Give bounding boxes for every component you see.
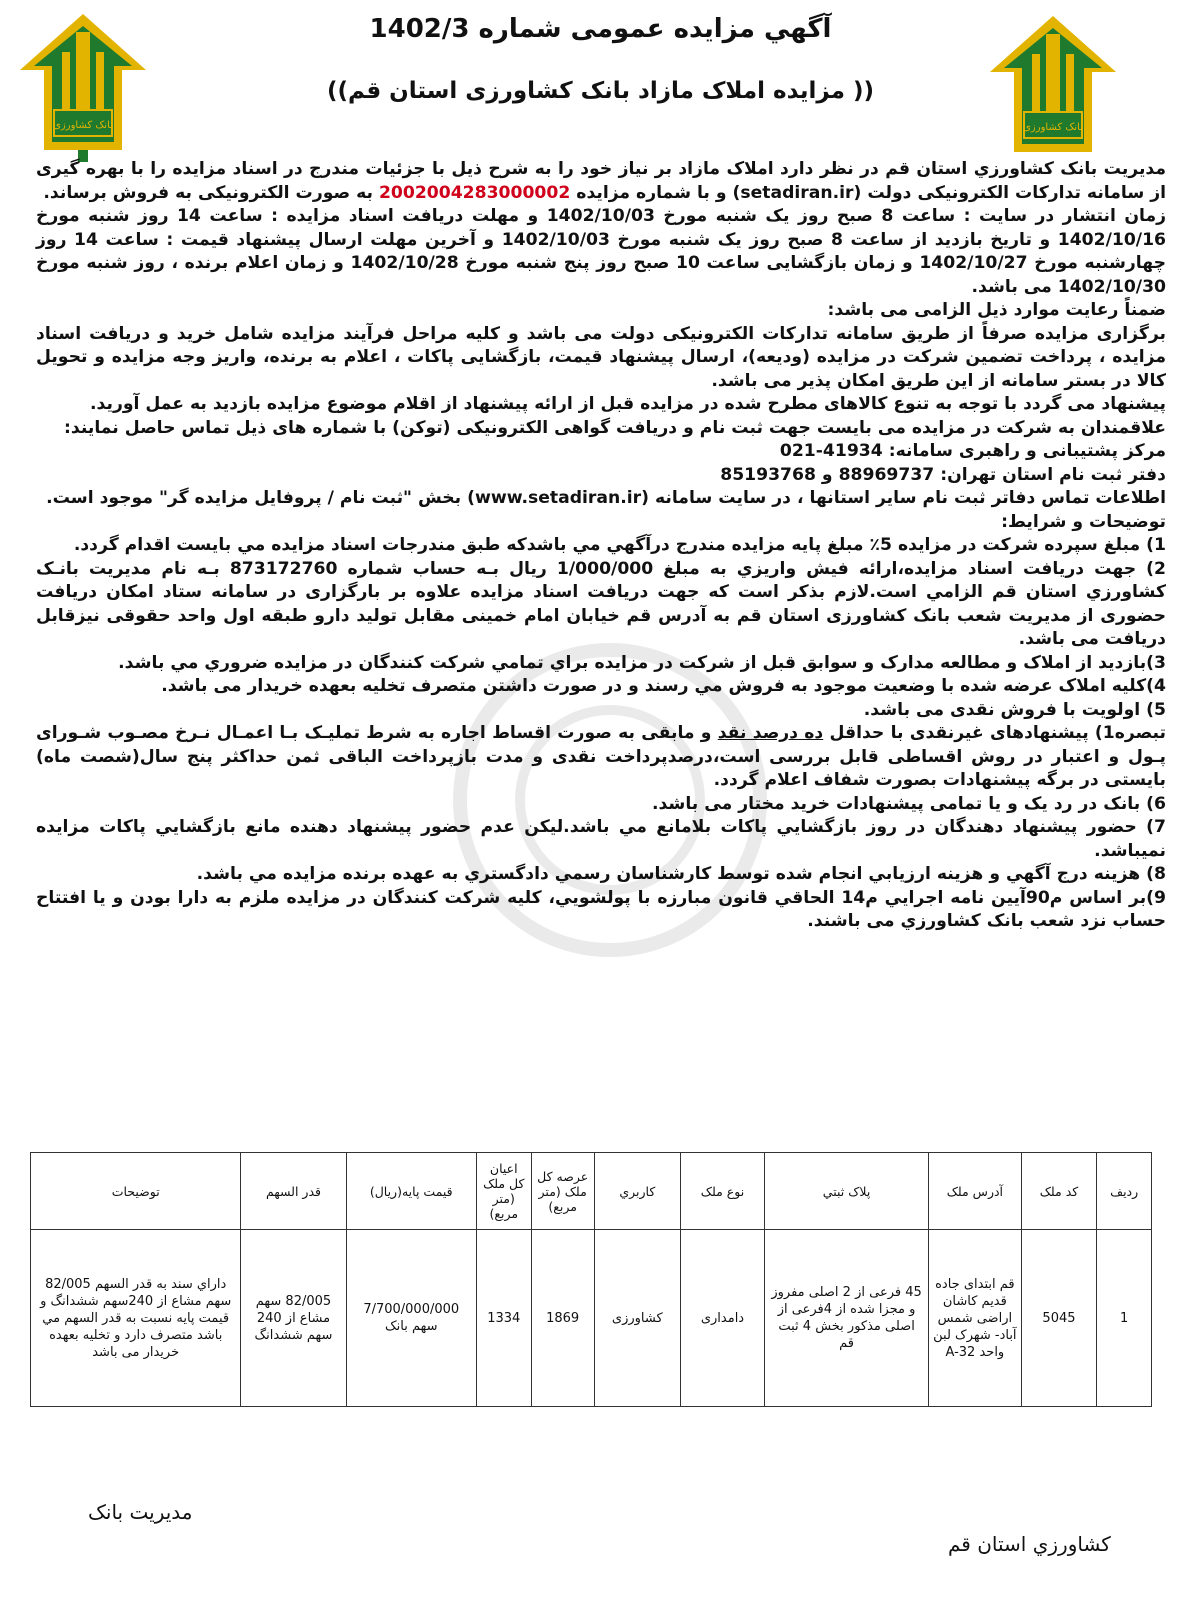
signature-line-2: کشاورزي استان قم [948,1532,1111,1556]
page-subtitle: (( مزایده املاک مازاد بانک کشاورزی استان قم)) [327,78,874,104]
col-header: قدر السهم [241,1153,346,1230]
condition-6: 6) بانک در رد یک و یا تمامی پیشنهادات خرید مختار می باشد. [651,793,1166,814]
condition-7: 7) حضور پيشنهاد دهندگان در روز بازگشايي پاكات بلامانع مي باشد.ليكن عدم حضور پيشنهاد دهنده مانع بازگشايي پاكات مزايده نميباشد. [36,817,1166,861]
cell-land-area: 1869 [531,1230,594,1407]
condition-9: 9)بر اساس م90آيين نامه اجرايي م14 الحاقي قانون مبارزه با پولشويي، كليه شركت كنندگان در مزايده ملزم به دارا بودن و يا افتتاح حساب نزد شعب بانک كشاورزي می باشند. [36,887,1166,931]
visit-paragraph: پیشنهاد می گردد با توجه به تنوع کالاهای مطرح شده در مزایده قبل از ارائه پیشنهاد از اقلام موضوع مزایده بازدید به عمل آورید. [90,394,1166,414]
property-table [30,1152,1152,1407]
col-header: قیمت پایه(ریال) [346,1153,476,1230]
announcement-body [36,158,1166,934]
col-header: کد ملک [1021,1153,1097,1230]
col-header: پلاک ثبتي [765,1153,929,1230]
logo-text: بانک کشاورزی [53,120,113,131]
auction-number: 2002004283000002 [378,182,571,203]
page-title: آگهي مزايده عمومی شماره 1402/3 [369,14,832,44]
col-header: نوع ملک [680,1153,764,1230]
condition-2: 2) جهت دریافت اسناد مزایده،ارائه فیش واریزي به مبلغ 1/000/000 ریال بـه حساب شماره 873172760 بـه نام مدیریت بانـک کشاورزي استان قم الزامي است.لازم بذکر است که جهت دریافت اسناد مزایده علاوه بر بارگزاری در سامانه ستاد امکان دریافت حضوری از مدیریت شعب بانک کشاورزی استان قم به آدرس قم خیابان امام خمینی مقابل تولید دارو طبقه اول واحد حقوقی نیزقابل دریافت می باشد. [36,558,1166,649]
cell-usage: کشاورزی [594,1230,680,1407]
col-header: اعیان کل ملک (متر مربع) [476,1153,531,1230]
cell-row-number: 1 [1097,1230,1152,1407]
cell-share: 82/005 سهم مشاع از 240 سهم ششدانگ [241,1230,346,1407]
condition-4: 4)كليه املاک عرضه شده با وضعيت موجود به فروش مي رسند و در صورت داشتن متصرف تخلیه بعهده خریدار می باشد. [161,676,1166,696]
col-header: کاربري [594,1153,680,1230]
signature-line-1: مدیریت بانک [88,1500,193,1524]
cell-building-area: 1334 [476,1230,531,1407]
support-center-line: مرکز پشتیبانی و راهبری سامانه: 41934-021 [779,441,1166,461]
condition-5: 5) اولویت با فروش نقدی می باشد. [863,699,1166,720]
schedule-paragraph: زمان انتشار در سایت : ساعت 8 صبح روز یک شنبه مورخ 1402/10/03 و مهلت دریافت اسناد مزایده : ساعت 14 روز شنبه مورخ 1402/10/16 و تاریخ بازدید از ساعت 8 صبح روز یک شنبه مورخ 1402/10/03 و آخرین مهلت ارسال پیشنهاد قیمت : ساعت 14 روز چهارشنبه مورخ 1402/10/27 و زمان بازگشایی ساعت 10 صبح روز پنج شنبه مورخ 1402/10/28 و زمان اعلام برنده ، روز شنبه مورخ 1402/10/30 می باشد. [36,206,1166,297]
cell-description: داراي سند به قدر السهم 82/005 سهم مشاع از 240سهم ششدانگ و قیمت پایه نسبت به قدر السهم مي باشد متصرف دارد و تخلیه بعهده خریدار می باشد [31,1230,241,1407]
logo-text: بانک کشاورزی [1023,122,1083,133]
col-header: ردیف [1097,1153,1152,1230]
condition-8: 8) هزینه درج آگهي و هزينه ارزيابي انجام شده توسط كارشناسان رسمي دادگستري به عهده برنده مزايده مي باشد. [196,864,1166,884]
requirements-heading: ضمناً رعایت موارد ذیل الزامی می باشد: [827,300,1166,320]
condition-3: 3)بازديد از املاک و مطالعه مدارک و سوابق قبل از شركت در مزايده براي تمامي شركت كنندگان در مزايده ضروري مي باشد. [118,652,1166,673]
table-header-row [31,1153,1152,1230]
registration-paragraph: علاقمندان به شرکت در مزایده می بایست جهت ثبت نام و دریافت گواهی الکترونیکی (توکن) با شماره های ذیل تماس حاصل نمایند: [64,417,1166,438]
provinces-contact-line: اطلاعات تماس دفاتر ثبت نام سایر استانها ، در سایت سامانه (www.setadiran.ir) بخش "ثبت نام / پروفایل مزایده گر" موجود است. [46,488,1166,508]
col-header: آدرس ملک [929,1153,1022,1230]
cell-registration-plate: 45 فرعی از 2 اصلی مفروز و مجزا شده از 4فرعی از اصلی مذکور بخش 4 ثبت قم [765,1230,929,1407]
col-header: توضيحات [31,1153,241,1230]
col-header: عرصه کل ملک (متر مربع) [531,1153,594,1230]
table-row [31,1230,1152,1407]
cell-property-type: دامداری [680,1230,764,1407]
cell-address: قم ابتدای جاده قدیم کاشان اراضی شمس آباد- شهرک لبن واحد A-32 [929,1230,1022,1407]
process-paragraph: برگزاری مزایده صرفاً از طریق سامانه تدارکات الکترونیکی دولت می باشد و کلیه مراحل فرآیند مزایده شامل خرید و دریافت اسناد مزایده ، پرداخت تضمین شرکت در مزایده (ودیعه)، ارسال پیشنهاد قیمت، بازگشایی پاکات ، اعلام به برنده، واریز وجه مزایده و تحویل کالا در بستر سامانه از این طریق امکان پذیر می باشد. [36,323,1166,391]
note-1: تبصره1) پیشنهادهای غیرنقدی با حداقل ده درصد نقد و مابقی به صورت اقساط اجاره به شرط تملیـک بـا اعمـال نـرخ مصـوب شـورای پـول و اعتبار در روش اقساطی قابل بررسی است،درصدپرداخت نقدی و مدت بازپرداخت الباقی ثمن حداکثر پنج سال(شصت ماه) بایستی در برگه پیشنهادات بصورت شفاف اعلام گردد. [36,723,1167,790]
condition-1: 1) مبلغ سپرده شرکت در مزايده 5٪ مبلغ پايه مزايده مندرج درآگهي مي باشدكه طبق مندرجات اسناد مزايده مي بايست اقدام گردد. [73,535,1166,555]
conditions-heading: توضیحات و شرایط: [1001,511,1166,532]
tehran-office-line: دفتر ثبت نام استان تهران: 88969737 و 85193768 [720,464,1166,485]
cell-base-price: 7/700/000/000 سهم بانک [346,1230,476,1407]
intro-paragraph: مدیریت بانک کشاورزي استان قم در نظر دارد املاک مازاد بر نیاز خود را به شرح ذیل با جزئیات مندرج در اسناد مزایده را با بهره گیری از سامانه تدارکات الکترونیکی دولت (setadiran.ir) و با شماره مزایده 2002004283000002 به صورت الکترونیکی به فروش برساند. [36,159,1166,203]
cell-property-code: 5045 [1021,1230,1097,1407]
